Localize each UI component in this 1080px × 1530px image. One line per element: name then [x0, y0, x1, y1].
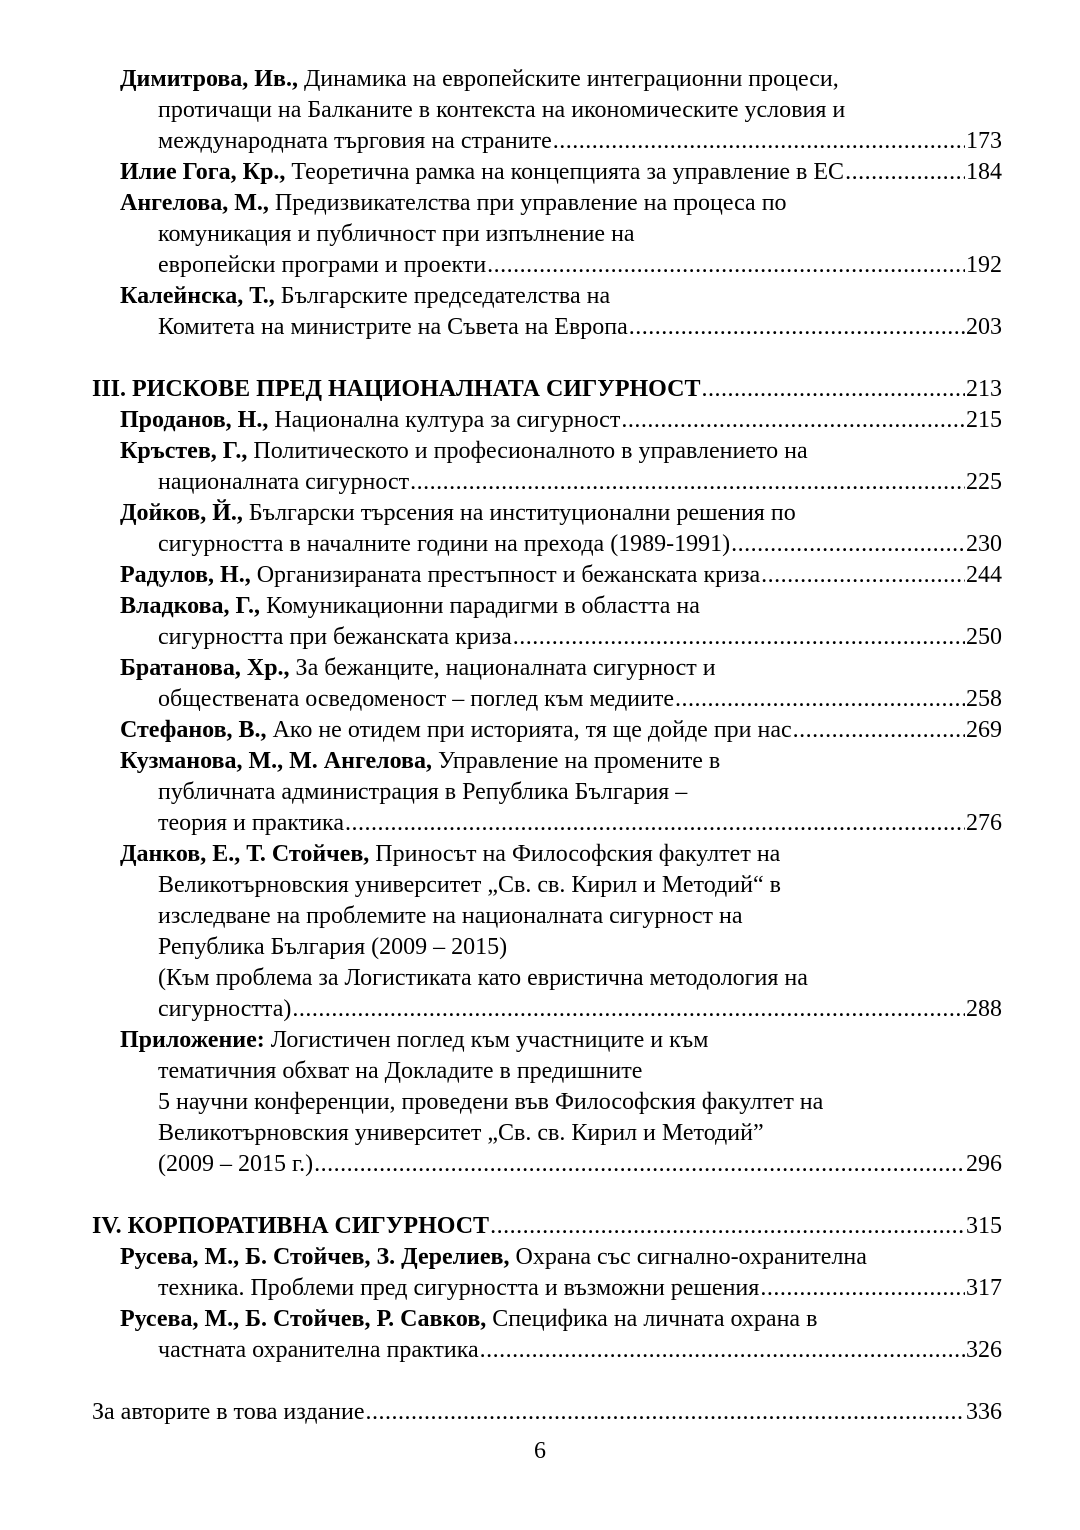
entry-title-line: комуникация и публичност при изпълнение на: [158, 221, 635, 247]
entry-title-line: тематичния обхват на Докладите в предишните: [158, 1058, 643, 1084]
entry-title: Организираната престъпност и бежанската криза: [256, 562, 761, 588]
page-number: 6: [534, 1438, 546, 1464]
section-title: IV. КОРПОРАТИВНА СИГУРНОСТ: [92, 1213, 490, 1239]
entry-page-number: 336: [966, 1399, 1002, 1425]
entry-author: Кузманова, М., М. Ангелова,: [120, 748, 433, 774]
entry-title: Приносът на Философския факултет на: [375, 841, 781, 867]
entry-author: Русева, М., Б. Стойчев, З. Дерелиев,: [120, 1244, 510, 1270]
entry-title: Специфика на личната охрана в: [492, 1306, 818, 1332]
entry-title: За авторите в това издание: [92, 1399, 365, 1425]
dot-leader: [701, 374, 965, 405]
dot-leader: [553, 126, 965, 157]
entry-author: Владкова, Г.,: [120, 593, 261, 619]
entry-title: международната търговия на страните: [158, 128, 552, 154]
dot-leader: [675, 684, 965, 715]
entry-title: Управление на промените в: [438, 748, 721, 774]
entry-title: Ако не отидем при историята, тя ще дойде при нас: [272, 717, 792, 743]
dot-leader: [513, 622, 965, 653]
spacer: [92, 1180, 1002, 1211]
entry-page-number: 192: [966, 252, 1002, 278]
toc-entry-angelova: [92, 188, 1002, 219]
entry-title: обществената осведоменост – поглед към медиите: [158, 686, 674, 712]
dot-leader: [731, 529, 965, 560]
toc-entry-krastev: [92, 436, 1002, 467]
entry-title-line-with-page: [92, 994, 1002, 1025]
entry-title-line: Великотърновския университет „Св. св. Кирил и Методий“ в: [158, 872, 781, 898]
entry-title: Охрана със сигнално-охранителна: [515, 1244, 867, 1270]
entry-author: Радулов, Н.,: [120, 562, 251, 588]
entry-title: Комитета на министрите на Съвета на Европа: [158, 314, 628, 340]
dot-leader: [487, 250, 965, 281]
dot-leader: [410, 467, 965, 498]
toc-entry-appendix: [92, 1025, 1002, 1056]
entry-author: Стефанов, В.,: [120, 717, 267, 743]
entry-title-line-with-page: [92, 622, 1002, 653]
toc-entry-dankov: [92, 839, 1002, 870]
toc-entry-kaleinska: [92, 281, 1002, 312]
entry-title: европейски програми и проекти: [158, 252, 487, 278]
entry-title: Теоретична рамка на концепцията за управление в ЕС: [291, 159, 845, 185]
entry-page-number: 269: [966, 717, 1002, 743]
entry-author: Димитрова, Ив.,: [120, 66, 298, 92]
dot-leader: [365, 1397, 965, 1428]
toc-entry-radulov: [92, 560, 1002, 591]
dot-leader: [793, 715, 965, 746]
dot-leader: [629, 312, 965, 343]
entry-title: националната сигурност: [158, 469, 410, 495]
table-of-contents: [92, 64, 1002, 1428]
dot-leader: [845, 157, 965, 188]
entry-author: Дойков, Й.,: [120, 500, 243, 526]
entry-title: За бежанците, националната сигурност и: [295, 655, 716, 681]
entry-title: Предизвикателства при управление на процеса по: [274, 190, 787, 216]
entry-title-line-with-page: [92, 126, 1002, 157]
section-page-number: 315: [966, 1213, 1002, 1239]
entry-title: Политическото и професионалното в управлението на: [253, 438, 808, 464]
section-page-number: 213: [966, 376, 1002, 402]
dot-leader: [480, 1335, 965, 1366]
dot-leader: [314, 1149, 965, 1180]
spacer: [92, 343, 1002, 374]
toc-entry-vladkova: [92, 591, 1002, 622]
entry-author: Кръстев, Г.,: [120, 438, 248, 464]
toc-entry-stefanov: [92, 715, 1002, 746]
entry-title-line-with-page: [92, 529, 1002, 560]
spacer: [92, 1366, 1002, 1397]
entry-page-number: 225: [966, 469, 1002, 495]
entry-title: Национална култура за сигурност: [274, 407, 621, 433]
entry-author: Приложение:: [120, 1027, 265, 1053]
toc-entry-ruseva-2: [92, 1304, 1002, 1335]
entry-title-line: (Към проблема за Логистиката като евристична методология на: [158, 965, 808, 991]
entry-author: Данков, Е., Т. Стойчев,: [120, 841, 370, 867]
entry-page-number: 230: [966, 531, 1002, 557]
entry-author: Братанова, Хр.,: [120, 655, 290, 681]
entry-title-line: изследване на проблемите на националната сигурност на: [158, 903, 743, 929]
entry-title: Българските председателства на: [280, 283, 611, 309]
entry-title-line: публичната администрация в Република България –: [158, 779, 688, 805]
entry-title-line-with-page: [92, 250, 1002, 281]
entry-author: Ангелова, М.,: [120, 190, 269, 216]
toc-entry-kuzmanova: [92, 746, 1002, 777]
entry-title: теория и практика: [158, 810, 344, 836]
entry-title: Динамика на европейските интеграционни процеси,: [303, 66, 839, 92]
entry-title: Български търсения на институционални решения по: [248, 500, 796, 526]
entry-title-line-with-page: [92, 1273, 1002, 1304]
toc-entry-ruseva-1: [92, 1242, 1002, 1273]
entry-title-line: 5 научни конференции, проведени във Философския факултет на: [158, 1089, 824, 1115]
dot-leader: [292, 994, 965, 1025]
entry-page-number: 258: [966, 686, 1002, 712]
entry-page-number: 296: [966, 1151, 1002, 1177]
entry-page-number: 276: [966, 810, 1002, 836]
entry-title-line-with-page: [92, 1149, 1002, 1180]
entry-page-number: 317: [966, 1275, 1002, 1301]
toc-entry-doikov: [92, 498, 1002, 529]
entry-title: техника. Проблеми пред сигурността и възможни решения: [158, 1275, 760, 1301]
entry-title-line-with-page: [92, 312, 1002, 343]
entry-author: Калейнска, Т.,: [120, 283, 275, 309]
toc-entry-goga: [92, 157, 1002, 188]
entry-page-number: 244: [966, 562, 1002, 588]
entry-author: Русева, М., Б. Стойчев, Р. Савков,: [120, 1306, 487, 1332]
section-title: III. РИСКОВЕ ПРЕД НАЦИОНАЛНАТА СИГУРНОСТ: [92, 376, 701, 402]
entry-title: сигурността): [158, 996, 292, 1022]
dot-leader: [621, 405, 965, 436]
entry-author: Илие Гога, Кр.,: [120, 159, 286, 185]
entry-page-number: 203: [966, 314, 1002, 340]
entry-page-number: 173: [966, 128, 1002, 154]
dot-leader: [490, 1211, 965, 1242]
toc-entry-dimitrova: [92, 64, 1002, 95]
entry-title: сигурността в началните години на прехода (1989-1991): [158, 531, 731, 557]
entry-page-number: 184: [966, 159, 1002, 185]
dot-leader: [345, 808, 965, 839]
dot-leader: [760, 1273, 965, 1304]
entry-title: (2009 – 2015 г.): [158, 1151, 314, 1177]
entry-title-line: протичащи на Балканите в контекста на икономическите условия и: [158, 97, 846, 123]
entry-title: частната охранителна практика: [158, 1337, 479, 1363]
toc-entry-authors-note: [92, 1397, 1002, 1428]
entry-title: Комуникационни парадигми в областта на: [266, 593, 700, 619]
entry-page-number: 288: [966, 996, 1002, 1022]
entry-title-line-with-page: [92, 467, 1002, 498]
entry-page-number: 326: [966, 1337, 1002, 1363]
entry-title-line-with-page: [92, 1335, 1002, 1366]
entry-title-line-with-page: [92, 684, 1002, 715]
dot-leader: [761, 560, 965, 591]
toc-entry-bratanova: [92, 653, 1002, 684]
entry-title-line: Република България (2009 – 2015): [158, 934, 508, 960]
entry-page-number: 215: [966, 407, 1002, 433]
entry-title-line: Великотърновския университет „Св. св. Кирил и Методий”: [158, 1120, 764, 1146]
section-heading-4: [92, 1211, 1002, 1242]
entry-title: Логистичен поглед към участниците и към: [270, 1027, 709, 1053]
entry-title-line-with-page: [92, 808, 1002, 839]
section-heading-3: [92, 374, 1002, 405]
entry-title: сигурността при бежанската криза: [158, 624, 512, 650]
entry-page-number: 250: [966, 624, 1002, 650]
entry-author: Проданов, Н.,: [120, 407, 269, 433]
toc-entry-prodanov: [92, 405, 1002, 436]
